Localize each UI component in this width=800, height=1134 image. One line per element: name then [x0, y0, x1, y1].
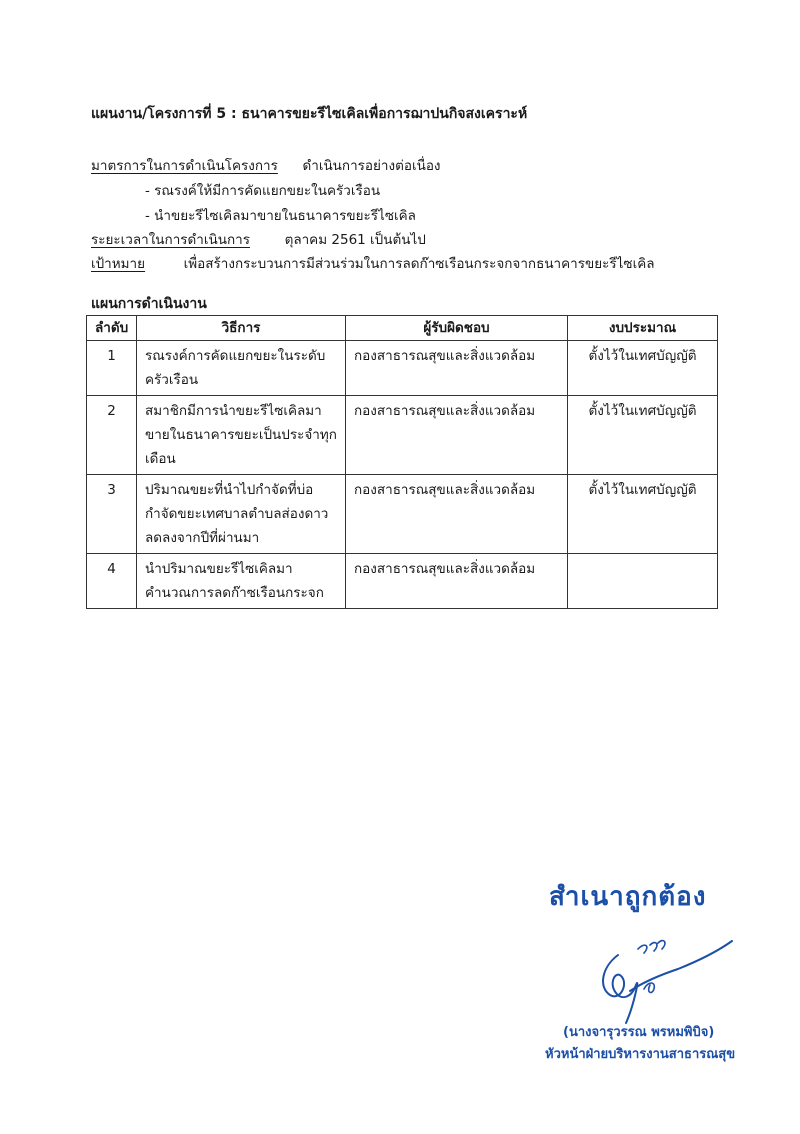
row-no: 4 [87, 554, 137, 609]
period-line [91, 228, 426, 250]
goal-label: เป้าหมาย [91, 256, 146, 272]
table-row [87, 554, 718, 609]
table-row [87, 396, 718, 475]
signature-graphic [590, 935, 740, 1030]
certified-copy-stamp: สำเนาถูกต้อง [549, 882, 707, 912]
row-responsible: กองสาธารณสุขและสิ่งแวดล้อม [346, 341, 568, 396]
measures-value: ดำเนินการอย่างต่อเนื่อง [302, 158, 441, 174]
period-value: ตุลาคม 2561 เป็นต้นไป [284, 232, 426, 248]
row-budget: ตั้งไว้ในเทศบัญญัติ [568, 475, 718, 554]
header-responsible: ผู้รับผิดชอบ [346, 316, 568, 341]
row-responsible: กองสาธารณสุขและสิ่งแวดล้อม [346, 554, 568, 609]
measures-item-2: - นำขยะรีไซเคิลมาขายในธนาคารขยะรีไซเคิล [145, 208, 416, 224]
document-title: แผนงาน/โครงการที่ 5 : ธนาคารขยะรีไซเคิลเพื่อการฌาปนกิจสงเคราะห์ [91, 106, 528, 122]
header-budget: งบประมาณ [568, 316, 718, 341]
measures-label: มาตรการในการดำเนินโครงการ [91, 158, 278, 174]
signer-title: หัวหน้าฝ่ายบริหารงานสาธารณสุข [545, 1047, 736, 1062]
header-no: ลำดับ [87, 316, 137, 341]
row-method: นำปริมาณขยะรีไซเคิลมาคำนวณการลดก๊าซเรือนกระจก [137, 554, 346, 609]
table-header-row [87, 316, 718, 341]
table-row [87, 341, 718, 396]
measures-line [91, 154, 441, 176]
signer-name: (นางจารุวรรณ พรหมพิบิจ) [563, 1025, 715, 1040]
period-label: ระยะเวลาในการดำเนินการ [91, 232, 250, 248]
header-method: วิธีการ [137, 316, 346, 341]
row-method: ปริมาณขยะที่นำไปกำจัดที่บ่อกำจัดขยะเทศบาลตำบลส่องดาวลดลงจากปีที่ผ่านมา [137, 475, 346, 554]
goal-line [91, 252, 655, 274]
row-no: 2 [87, 396, 137, 475]
table-row [87, 475, 718, 554]
row-method: รณรงค์การคัดแยกขยะในระดับครัวเรือน [137, 341, 346, 396]
row-no: 1 [87, 341, 137, 396]
row-budget: ตั้งไว้ในเทศบัญญัติ [568, 341, 718, 396]
row-budget [568, 554, 718, 609]
row-no: 3 [87, 475, 137, 554]
goal-value: เพื่อสร้างกระบวนการมีส่วนร่วมในการลดก๊าซเรือนกระจกจากธนาคารขยะรีไซเคิล [183, 256, 655, 272]
row-budget: ตั้งไว้ในเทศบัญญัติ [568, 396, 718, 475]
row-responsible: กองสาธารณสุขและสิ่งแวดล้อม [346, 396, 568, 475]
plan-title: แผนการดำเนินงาน [91, 296, 207, 312]
row-responsible: กองสาธารณสุขและสิ่งแวดล้อม [346, 475, 568, 554]
plan-table [86, 315, 718, 609]
measures-item-1: - รณรงค์ให้มีการคัดแยกขยะในครัวเรือน [145, 183, 381, 199]
row-method: สมาชิกมีการนำขยะรีไซเคิลมาขายในธนาคารขยะเป็นประจำทุกเดือน [137, 396, 346, 475]
